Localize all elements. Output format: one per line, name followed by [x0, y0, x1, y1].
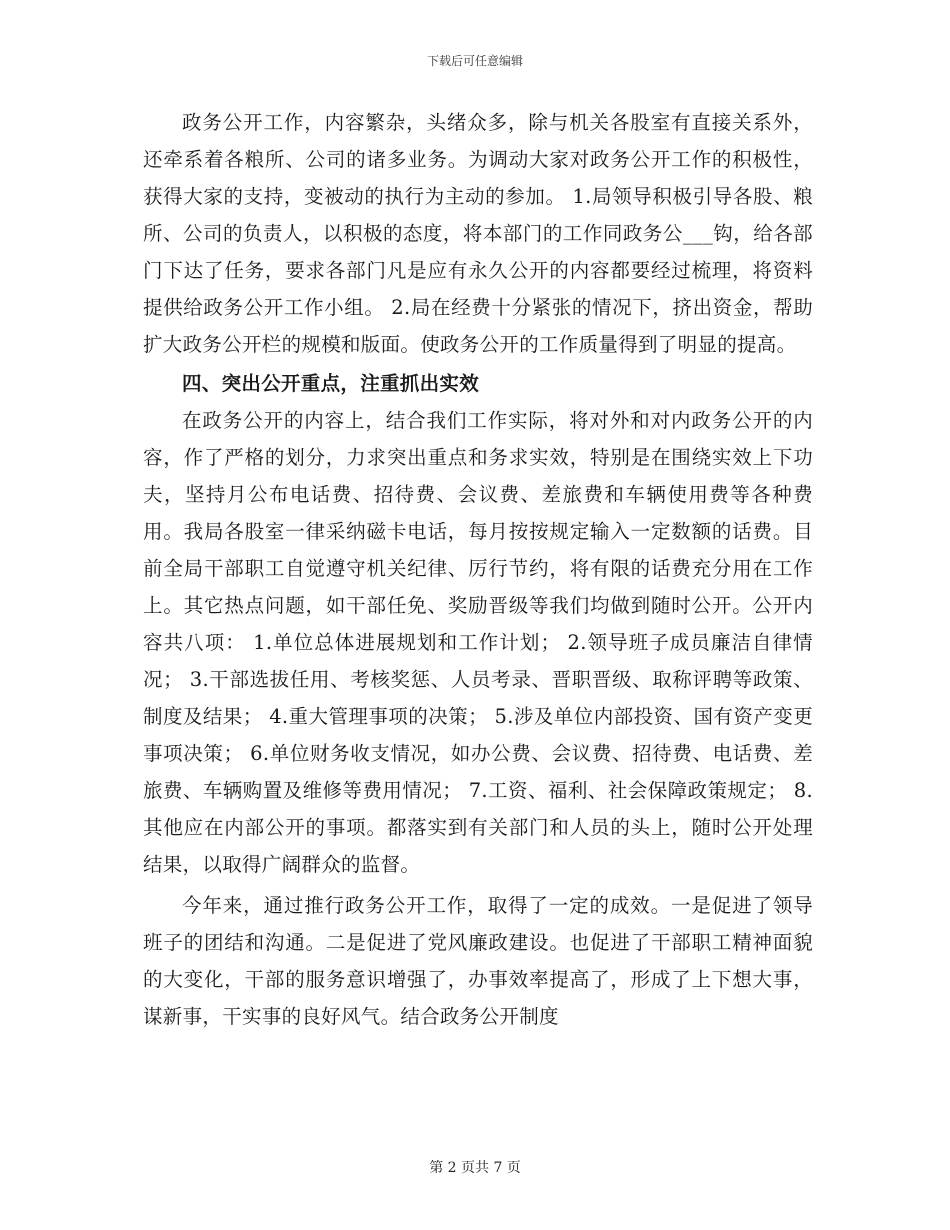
document-body: [143, 104, 813, 1035]
paragraph-disclosure-content: 在政务公开的内容上，结合我们工作实际，将对外和对内政务公开的内容，作了严格的划分，力求突出重点和务求实效，特别是在围绕实效上下功夫，坚持月公布电话费、招待费、会议费、差旅费和车辆使用费等各种费用。我局各股室一律采纳磁卡电话，每月按按规定输入一定数额的话费。目前全局干部职工自觉遵守机关纪律、厉行节约，将有限的话费充分用在工作上。其它热点问题，如干部任免、奖励晋级等我们均做到随时公开。公开内容共八项： 1.单位总体进展规划和工作计划； 2.领导班子成员廉洁自律情况； 3.干部选拔任用、考核奖惩、人员考录、晋职晋级、取称评聘等政策、制度及结果； 4.重大管理事项的决策； 5.涉及单位内部投资、国有资产变更事项决策； 6.单位财务收支情况，如办公费、会议费、招待费、电话费、差旅费、车辆购置及维修等费用情况； 7.工资、福利、社会保障政策规定； 8.其他应在内部公开的事项。都落实到有关部门和人员的头上，随时公开处理结果，以取得广阔群众的监督。: [143, 409, 813, 876]
section-heading-4: 四、突出公开重点，注重抓出实效: [182, 372, 480, 395]
page-number: 第 2 页共 7 页: [429, 1160, 521, 1176]
paragraph-results: 今年来，通过推行政务公开工作，取得了一定的成效。一是促进了领导班子的团结和沟通。二是促进了党风廉政建设。也促进了干部职工精神面貌的大变化，干部的服务意识增强了，办事效率提高了，形成了上下想大事，谋新事，干实事的良好风气。结合政务公开制度: [143, 894, 813, 1028]
paragraph-workload: 政务公开工作，内容繁杂，头绪众多，除与机关各股室有直接关系外，还牵系着各粮所、公司的诸多业务。为调动大家对政务公开工作的积极性，获得大家的支持，变被动的执行为主动的参加。 1.局领导积极引导各股、粮所、公司的负责人，以积极的态度，将本部门的工作同政务公___钩，给各部门下达了任务，要求各部门凡是应有永久公开的内容都要经过梳理，将资料提供给政务公开工作小组。 2.局在经费十分紧张的情况下，挤出资金，帮助扩大政务公开栏的规模和版面。使政务公开的工作质量得到了明显的提高。: [143, 111, 813, 356]
page-header-note: 下载后可任意编辑: [426, 54, 523, 68]
